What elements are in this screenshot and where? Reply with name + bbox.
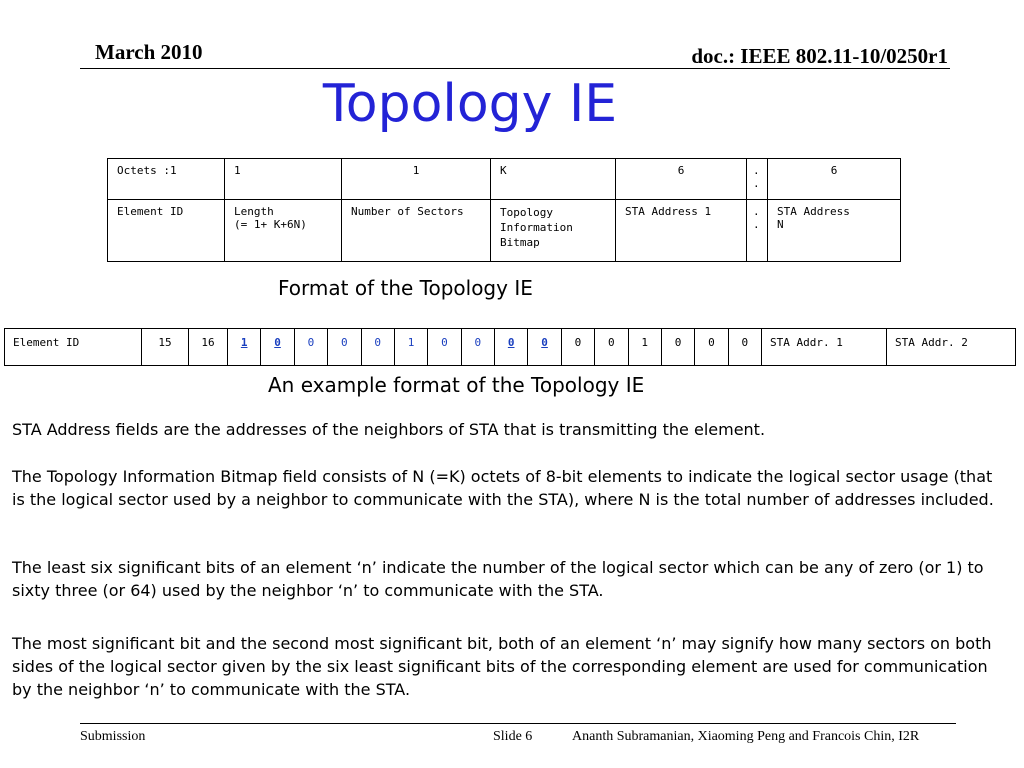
example-bit-cell: 0 — [661, 329, 694, 366]
format-cell: STA Address 1 — [616, 200, 747, 262]
example-cell: STA Addr. 1 — [762, 329, 887, 366]
example-bit-cell: 0 — [561, 329, 594, 366]
example-bit-cell: 0 — [328, 329, 361, 366]
header-date: March 2010 — [95, 40, 203, 64]
format-cell: K — [491, 159, 616, 200]
footer-slide-number: Slide 6 — [493, 729, 533, 744]
paragraph-bitmap: The Topology Information Bitmap field consists of N (=K) octets of 8-bit elements to indicate the logical sector usage (that is the logical sector used by a neighbor to communicate with the STA), where N is the total number of addresses included. — [12, 467, 994, 509]
example-bit-cell: 0 — [695, 329, 728, 366]
footer-authors: Ananth Subramanian, Xiaoming Peng and Francois Chin, I2R — [572, 729, 920, 744]
paragraph-least-bits: The least six significant bits of an element ‘n’ indicate the number of the logical sector which can be any of zero (or 1) to sixty three (or 64) used by the neighbor ‘n’ to communicate with the STA. — [12, 558, 984, 600]
slide-title: Topology IE — [322, 74, 618, 134]
example-bit-cell: 0 — [528, 329, 561, 366]
example-caption: An example format of the Topology IE — [268, 373, 645, 397]
format-cell: Element ID — [108, 200, 225, 262]
example-bit-cell: 0 — [294, 329, 327, 366]
example-bit-cell: 1 — [394, 329, 427, 366]
format-cell: Length (= 1+ K+6N) — [225, 200, 342, 262]
format-cell: . . — [747, 159, 768, 200]
format-table-row-octets — [108, 159, 901, 200]
format-cell: Number of Sectors — [342, 200, 491, 262]
format-cell: 1 — [225, 159, 342, 200]
example-bit-cell: 0 — [361, 329, 394, 366]
example-bit-cell: 0 — [428, 329, 461, 366]
example-cell: STA Addr. 2 — [887, 329, 1016, 366]
example-table-row — [5, 329, 1016, 366]
format-caption: Format of the Topology IE — [278, 276, 533, 300]
example-bit-cell: 0 — [495, 329, 528, 366]
format-cell: 6 — [768, 159, 901, 200]
paragraph-sta-address: STA Address fields are the addresses of the neighbors of STA that is transmitting the element. — [12, 420, 766, 439]
format-cell: Octets :1 — [108, 159, 225, 200]
example-cell: 15 — [142, 329, 189, 366]
example-cell: Element ID — [5, 329, 142, 366]
example-bit-cell: 1 — [228, 329, 261, 366]
format-cell: Topology Information Bitmap — [491, 200, 616, 262]
format-cell: 6 — [616, 159, 747, 200]
example-table — [4, 328, 1016, 366]
example-bit-cell: 0 — [595, 329, 628, 366]
header-doc-id: doc.: IEEE 802.11-10/0250r1 — [691, 44, 948, 68]
example-bit-cell: 0 — [261, 329, 294, 366]
format-cell: STA Address N — [768, 200, 901, 262]
footer-divider — [80, 723, 956, 724]
example-bit-cell: 0 — [461, 329, 494, 366]
paragraph-most-bits: The most significant bit and the second most significant bit, both of an element ‘n’ may signify how many sectors on both sides of the logical sector given by the six least significant bits of the corresponding element are used for communication by the neighbor ‘n’ to communicate with the STA. — [12, 634, 992, 699]
example-bit-cell: 0 — [728, 329, 761, 366]
footer-submission: Submission — [80, 729, 146, 744]
format-table-row-fields — [108, 200, 901, 262]
format-table — [107, 158, 901, 262]
example-bit-cell: 1 — [628, 329, 661, 366]
format-cell: . . — [747, 200, 768, 262]
example-cell: 16 — [189, 329, 228, 366]
format-cell: 1 — [342, 159, 491, 200]
header-divider — [80, 68, 950, 69]
